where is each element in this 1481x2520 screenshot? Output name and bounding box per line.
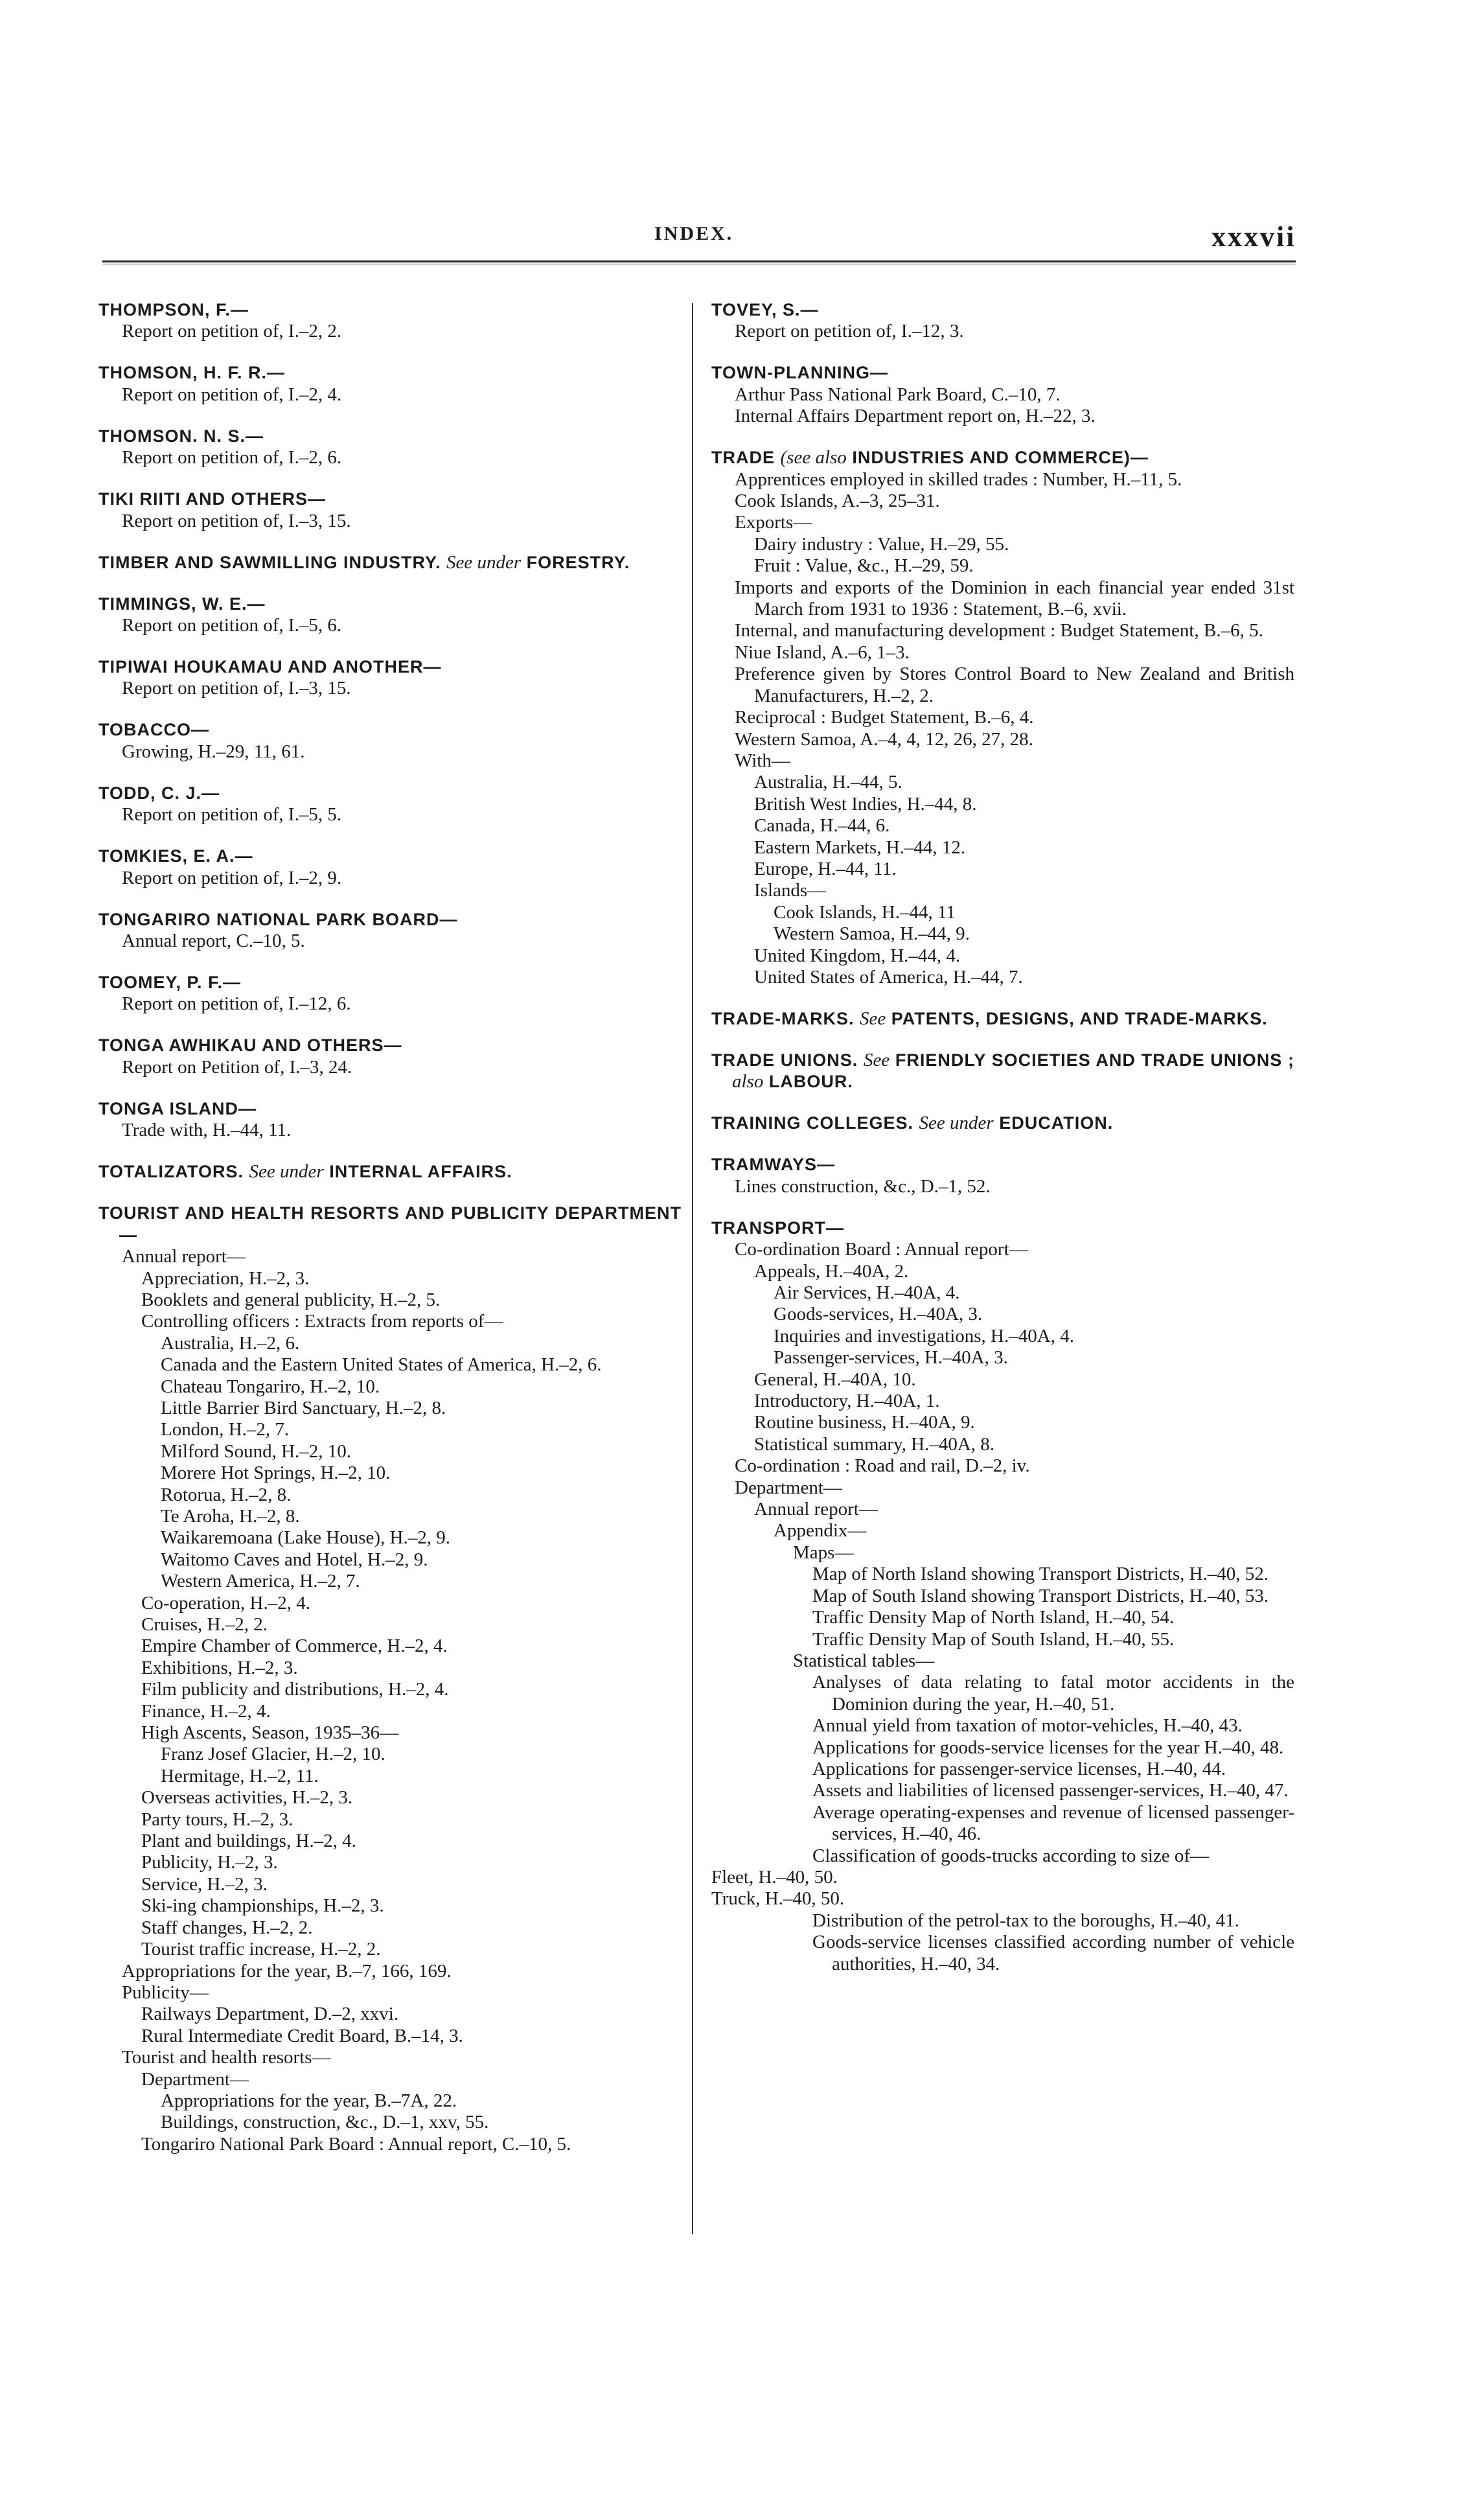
subentry: Tongariro National Park Board : Annual report, C.–10, 5. [141,2133,571,2155]
subentry: Annual report— [122,1246,246,1267]
subentry: Islands— [754,880,827,901]
subentry: Reciprocal : Budget Statement, B.–6, 4. [735,707,1034,728]
entry-heading [98,1098,682,1120]
entry-heading [98,719,682,741]
subentry: Growing, H.–29, 11, 61. [122,741,305,762]
heading-text: TOMKIES, E. A.— [98,846,253,866]
column-divider [692,303,693,2234]
header-rule [102,260,1296,264]
entry-heading [98,1203,682,1246]
index-entry [98,783,682,826]
index-entry [98,1035,682,1078]
entry-heading [98,909,682,931]
entry-heading [711,362,1294,384]
cross-reference-label: See under [249,1161,324,1183]
subentry: United Kingdom, H.–44, 4. [754,945,961,966]
subentry: Fleet, H.–40, 50. [711,1866,838,1888]
entry-heading [711,299,1294,321]
cross-reference-target: INDUSTRIES AND COMMERCE)— [852,448,1149,468]
entry-heading [98,552,682,573]
subentry: Annual yield from taxation of motor-vehicles, H.–40, 43. [812,1715,1243,1737]
index-entry [98,594,682,637]
cross-reference-target: FORESTRY. [526,552,630,572]
entry-heading [711,1113,1294,1134]
subentry: Internal, and manufacturing development : Budget Statement, B.–6, 5. [735,620,1263,642]
entry-heading [711,447,1294,468]
heading-text: TIMBER AND SAWMILLING INDUSTRY. [98,552,441,572]
subentry: Milford Sound, H.–2, 10. [161,1440,352,1462]
index-entry [98,972,682,1015]
subentry: Map of North Island showing Transport Districts, H.–40, 52. [812,1564,1269,1585]
index-entry [98,362,682,406]
subentry: Co-ordination : Road and rail, D.–2, iv. [735,1455,1030,1477]
entry-heading [98,783,682,804]
cross-reference-target: INTERNAL AFFAIRS. [329,1162,512,1182]
subentry: High Ascents, Season, 1935–36— [141,1722,399,1744]
index-entry [98,719,682,763]
subentry: Rotorua, H.–2, 8. [161,1484,292,1505]
heading-text: THOMSON. N. S.— [98,426,264,446]
index-entry [98,1161,682,1183]
subentry: Report on petition of, I.–2, 2. [122,321,342,342]
subentry: Apprentices employed in skilled trades : Number, H.–11, 5. [735,468,1182,490]
index-entry [711,1154,1294,1197]
entry-heading [98,594,682,615]
index-entry [711,1008,1294,1030]
heading-text: TOBACCO— [98,720,210,740]
index-entry [711,1050,1294,1093]
cross-reference-label: See under [446,551,522,573]
subentry: Western Samoa, H.–44, 9. [774,923,970,945]
subentry: Tourist traffic increase, H.–2, 2. [141,1939,381,1960]
subentry: Australia, H.–44, 5. [754,772,902,793]
subentry: Traffic Density Map of North Island, H.–40, 54. [812,1607,1175,1628]
subentry: Australia, H.–2, 6. [161,1332,300,1354]
cross-reference-target: PATENTS, DESIGNS, AND TRADE-MARKS. [891,1008,1268,1028]
cross-reference-target: LABOUR. [768,1072,853,1092]
subentry: Western America, H.–2, 7. [161,1571,360,1592]
heading-text: TRADE [711,448,775,468]
heading-text: TIKI RIITI AND OTHERS— [98,489,326,509]
heading-text: TRAMWAYS— [711,1155,836,1175]
subentry: Air Services, H.–40A, 4. [774,1282,960,1303]
index-entry [98,489,682,532]
subentry: Waikaremoana (Lake House), H.–2, 9. [161,1527,450,1549]
cross-reference-label: (see also [780,447,847,468]
subentry: Appropriations for the year, B.–7A, 22. [161,2090,457,2111]
entry-heading [98,972,682,993]
index-entry [98,846,682,889]
subentry: Controlling officers : Extracts from reports of— [141,1311,503,1332]
index-entry [98,656,682,700]
subentry: Niue Island, A.–6, 1–3. [735,642,910,663]
subentry: Finance, H.–2, 4. [141,1700,271,1722]
subentry: Distribution of the petrol-tax to the boroughs, H.–40, 41. [812,1910,1239,1931]
subentry: Trade with, H.–44, 11. [122,1120,292,1141]
subentry: Cruises, H.–2, 2. [141,1614,268,1635]
heading-text: TOWN-PLANNING— [711,363,888,383]
subentry: Booklets and general publicity, H.–2, 5. [141,1289,441,1310]
subentry: Statistical summary, H.–40A, 8. [754,1433,995,1455]
subentry: Goods-service licenses classified according number of vehicle authorities, H.–40, 34. [812,1932,1294,1974]
subentry: Report on petition of, I.–12, 6. [122,993,351,1015]
entry-heading [98,426,682,447]
index-entry [711,1113,1294,1134]
subentry: Department— [141,2068,249,2090]
subentry: Report on petition of, I.–5, 6. [122,615,342,636]
heading-text: TONGA ISLAND— [98,1098,257,1118]
heading-text: TIPIWAI HOUKAMAU AND ANOTHER— [98,657,442,677]
running-header: INDEX. [654,223,734,244]
subentry: Report on petition of, I.–5, 5. [122,804,342,826]
subentry: Buildings, construction, &c., D.–1, xxv, 55. [161,2112,489,2133]
heading-text: TIMMINGS, W. E.— [98,594,266,614]
subentry: Railways Department, D.–2, xxvi. [141,2004,399,2025]
heading-text: TOTALIZATORS. [98,1162,244,1182]
subentry: Map of South Island showing Transport Districts, H.–40, 53. [812,1585,1269,1606]
subentry: Report on petition of, I.–2, 9. [122,867,342,888]
subentry: Classification of goods-trucks according to size of— [812,1845,1210,1866]
index-entry [98,552,682,573]
index-entry [711,299,1294,343]
subentry: Statistical tables— [793,1650,935,1671]
subentry: Canada, H.–44, 6. [754,815,890,837]
heading-text: TODD, C. J.— [98,783,220,803]
heading-text: THOMPSON, F.— [98,300,249,319]
index-column-right [711,299,1294,1975]
subentry: British West Indies, H.–44, 8. [754,793,977,815]
subentry: London, H.–2, 7. [161,1419,290,1440]
subentry: Little Barrier Bird Sanctuary, H.–2, 8. [161,1397,446,1418]
heading-text: TRANSPORT— [711,1218,844,1238]
subentry: Applications for goods-service licenses for the year H.–40, 48. [812,1737,1284,1758]
page-number: xxxvii [1211,221,1296,253]
subentry: Assets and liabilities of licensed passenger-services, H.–40, 47. [812,1780,1289,1801]
subentry: Truck, H.–40, 50. [711,1888,845,1910]
subentry: Co-operation, H.–2, 4. [141,1592,310,1613]
subentry: Western Samoa, A.–4, 4, 12, 26, 27, 28. [735,728,1033,750]
entry-heading [98,299,682,321]
subentry: Internal Affairs Department report on, H.–22, 3. [735,406,1096,427]
subentry: Appeals, H.–40A, 2. [754,1260,909,1282]
heading-text: TRADE-MARKS. [711,1008,855,1028]
subentry: Service, H.–2, 3. [141,1873,268,1895]
index-column-left [98,299,682,2155]
subentry: Cook Islands, H.–44, 11 [774,901,956,923]
subentry: Exports— [735,512,812,533]
index-entry [711,1218,1294,1975]
subentry: Franz Josef Glacier, H.–2, 10. [161,1744,385,1765]
subentry: Report on petition of, I.–2, 4. [122,384,342,405]
subentry: Dairy industry : Value, H.–29, 55. [754,533,1009,555]
subentry: Te Aroha, H.–2, 8. [161,1505,300,1527]
entry-heading [98,656,682,678]
subentry: Party tours, H.–2, 3. [141,1809,293,1830]
subentry: Empire Chamber of Commerce, H.–2, 4. [141,1636,448,1657]
subentry: Staff changes, H.–2, 2. [141,1917,313,1938]
entry-heading [711,1154,1294,1175]
index-entry [98,909,682,953]
subentry: Introductory, H.–40A, 1. [754,1391,940,1412]
subentry: Overseas activities, H.–2, 3. [141,1787,353,1809]
entry-heading [98,1161,682,1183]
entry-heading [711,1050,1294,1093]
subentry: Waitomo Caves and Hotel, H.–2, 9. [161,1549,428,1570]
heading-text: TRADE UNIONS. [711,1050,858,1070]
subentry: Inquiries and investigations, H.–40A, 4. [774,1325,1074,1347]
subentry: Hermitage, H.–2, 11. [161,1765,319,1786]
subentry: Applications for passenger-service licenses, H.–40, 44. [812,1758,1226,1779]
subentry: Analyses of data relating to fatal motor accidents in the Dominion during the year, H.–40, 51. [812,1672,1294,1715]
subentry: Morere Hot Springs, H.–2, 10. [161,1462,391,1484]
subentry: Ski-ing championships, H.–2, 3. [141,1895,384,1917]
entry-heading [98,489,682,510]
subentry: Department— [735,1477,842,1498]
subentry: Canada and the Eastern United States of America, H.–2, 6. [161,1354,602,1376]
subentry: Cook Islands, A.–3, 25–31. [735,491,940,512]
subentry: United States of America, H.–44, 7. [754,966,1023,988]
subentry: Annual report, C.–10, 5. [122,931,305,952]
subentry: Plant and buildings, H.–2, 4. [141,1831,356,1852]
subentry: Report on Petition of, I.–3, 24. [122,1056,352,1078]
heading-text: TONGARIRO NATIONAL PARK BOARD— [98,909,458,929]
subentry: Preference given by Stores Control Board to New Zealand and British Manufacturers, H.–2, 2. [735,664,1294,706]
index-entry [98,426,682,469]
subentry: Publicity— [122,1982,209,2003]
entry-heading [711,1218,1294,1239]
heading-text: TOVEY, S.— [711,300,819,319]
subentry: Publicity, H.–2, 3. [141,1852,278,1873]
subentry: Annual report— [754,1499,878,1520]
subentry: Report on petition of, I.–3, 15. [122,678,351,699]
heading-text: TONGA AWHIKAU AND OTHERS— [98,1035,402,1056]
subentry: Report on petition of, I.–2, 6. [122,447,342,468]
heading-text: TOURIST AND HEALTH RESORTS AND PUBLICITY DEPARTMENT— [98,1203,682,1245]
subentry: Arthur Pass National Park Board, C.–10, 7. [735,384,1061,405]
cross-reference-label: See under [919,1113,994,1134]
subentry: Imports and exports of the Dominion in each financial year ended 31st March from 1931 to 1936 : Statement, B.–6, xvii. [735,577,1294,620]
heading-text: THOMSON, H. F. R.— [98,363,285,383]
subentry: Europe, H.–44, 11. [754,858,897,879]
subentry: Exhibitions, H.–2, 3. [141,1657,298,1678]
subentry: Routine business, H.–40A, 9. [754,1412,975,1433]
subentry: Report on petition of, I.–3, 15. [122,510,351,531]
entry-heading [98,362,682,384]
index-entry [98,1098,682,1142]
subentry: Average operating-expenses and revenue of licensed passenger-services, H.–40, 46. [812,1801,1294,1845]
subentry: Chateau Tongariro, H.–2, 10. [161,1376,380,1397]
cross-reference-target: FRIENDLY SOCIETIES AND TRADE UNIONS ; [895,1050,1294,1070]
subentry: Maps— [793,1542,854,1563]
subentry: Rural Intermediate Credit Board, B.–14, 3. [141,2025,463,2046]
index-entry [98,1203,682,2155]
index-entry [711,362,1294,427]
subentry: Tourist and health resorts— [122,2047,331,2068]
subentry: Film publicity and distributions, H.–2, 4. [141,1679,449,1700]
subentry: With— [735,750,790,771]
subentry: Eastern Markets, H.–44, 12. [754,837,966,858]
cross-reference-target: EDUCATION. [999,1113,1114,1133]
subentry: Lines construction, &c., D.–1, 52. [735,1175,991,1197]
entry-heading [711,1008,1294,1030]
subentry: Passenger-services, H.–40A, 3. [774,1347,1008,1369]
cross-reference-label: also [732,1071,764,1092]
heading-text: TRAINING COLLEGES. [711,1113,914,1133]
subentry: Traffic Density Map of South Island, H.–40, 55. [812,1628,1175,1650]
subentry: Appropriations for the year, B.–7, 166, 169. [122,1960,452,1982]
subentry: Co-ordination Board : Annual report— [735,1239,1028,1260]
cross-reference-label: See [863,1049,890,1070]
index-entry [98,299,682,343]
subentry: Fruit : Value, &c., H.–29, 59. [754,555,974,577]
subentry: Appreciation, H.–2, 3. [141,1267,310,1289]
subentry: General, H.–40A, 10. [754,1369,916,1390]
subentry: Appendix— [774,1520,867,1542]
entry-heading [98,846,682,867]
index-entry [711,447,1294,988]
subentry: Goods-services, H.–40A, 3. [774,1304,983,1325]
subentry: Report on petition of, I.–12, 3. [735,321,964,342]
entry-heading [98,1035,682,1056]
heading-text: TOOMEY, P. F.— [98,973,242,993]
cross-reference-label: See [860,1008,886,1029]
